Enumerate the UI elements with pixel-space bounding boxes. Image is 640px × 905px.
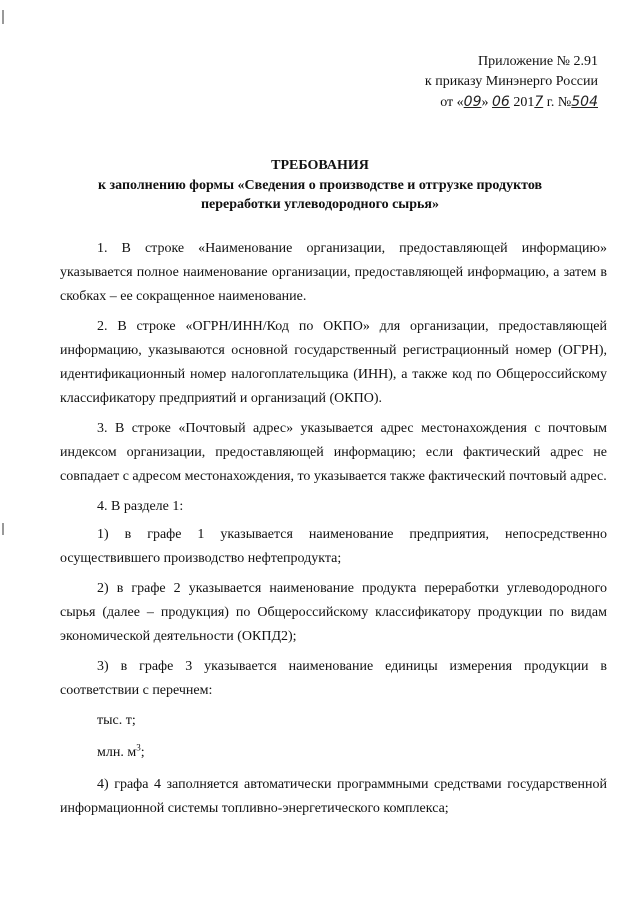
order-reference: к приказу Минэнерго России [424, 74, 598, 89]
handwritten-order-number: 504 [571, 94, 598, 110]
unit-2-end: ; [140, 745, 145, 760]
paragraph-3: 3. В строке «Почтовый адрес» указывается адрес местонахождения с почтовым индексом организации, предоставляющей информацию; если фактический адрес не совпадает с адресом местонахождения, то указывается также фактический почтовый адрес. [60, 421, 607, 484]
date-prefix: от « [440, 95, 464, 110]
handwritten-day: 09 [463, 94, 482, 110]
paragraph-4-item-4: 4) графа 4 заполняется автоматически программными средствами государственной информационной системы топливно-энергетического комплекса; [60, 777, 607, 816]
appendix-header [350, 52, 620, 113]
scan-margin-mark [2, 10, 4, 24]
unit-item-2 [60, 741, 607, 765]
order-date-line [350, 92, 598, 113]
title-line-1: к заполнению формы «Сведения о производстве и отгрузке продуктов [97, 178, 543, 193]
paragraph-2: 2. В строке «ОГРН/ИНН/Код по ОКПО» для организации, предоставляющей информацию, указываются основной государственный регистрационный номер (ОГРН), идентификационный номер налогоплательщика (ИНН), а также код по Общероссийскому классификатору предприятий и организаций (ОКПО). [60, 319, 607, 406]
scan-margin-mark [2, 523, 4, 535]
unit-item-1: тыс. т; [97, 713, 136, 728]
paragraph-1: 1. В строке «Наименование организации, предоставляющей информацию» указывается полное наименование организации, предоставляющей информацию, а затем в скобках – ее сокращенное наименование. [60, 241, 607, 304]
date-quote-close: » [481, 95, 489, 110]
paragraph-4-item-3: 3) в графе 3 указывается наименование единицы измерения продукции в соответствии с перечнем: [60, 659, 607, 698]
paragraph-4-item-2: 2) в графе 2 указывается наименование продукта переработки углеводородного сырья (далее – продукция) по Общероссийскому классификатору продукции по видам экономической деятельности (ОКПД2); [60, 581, 607, 644]
document-title [60, 156, 580, 214]
title-line-2: переработки углеводородного сырья» [200, 197, 439, 212]
date-year-prefix: 201 [513, 95, 535, 110]
handwritten-month: 06 [491, 94, 510, 110]
paragraph-4-heading: 4. В разделе 1: [97, 499, 184, 514]
unit-2-superscript: 3 [136, 742, 141, 753]
handwritten-year-digit: 7 [534, 94, 544, 110]
paragraph-4-item-1: 1) в графе 1 указывается наименование предприятия, непосредственно осуществившего производство нефтепродукта; [60, 527, 607, 566]
appendix-number: Приложение № 2.91 [478, 54, 598, 69]
unit-2-base: млн. м [97, 745, 137, 760]
document-body [60, 237, 607, 827]
date-year-suffix: г. № [543, 95, 572, 110]
title-main: ТРЕБОВАНИЯ [271, 158, 369, 173]
